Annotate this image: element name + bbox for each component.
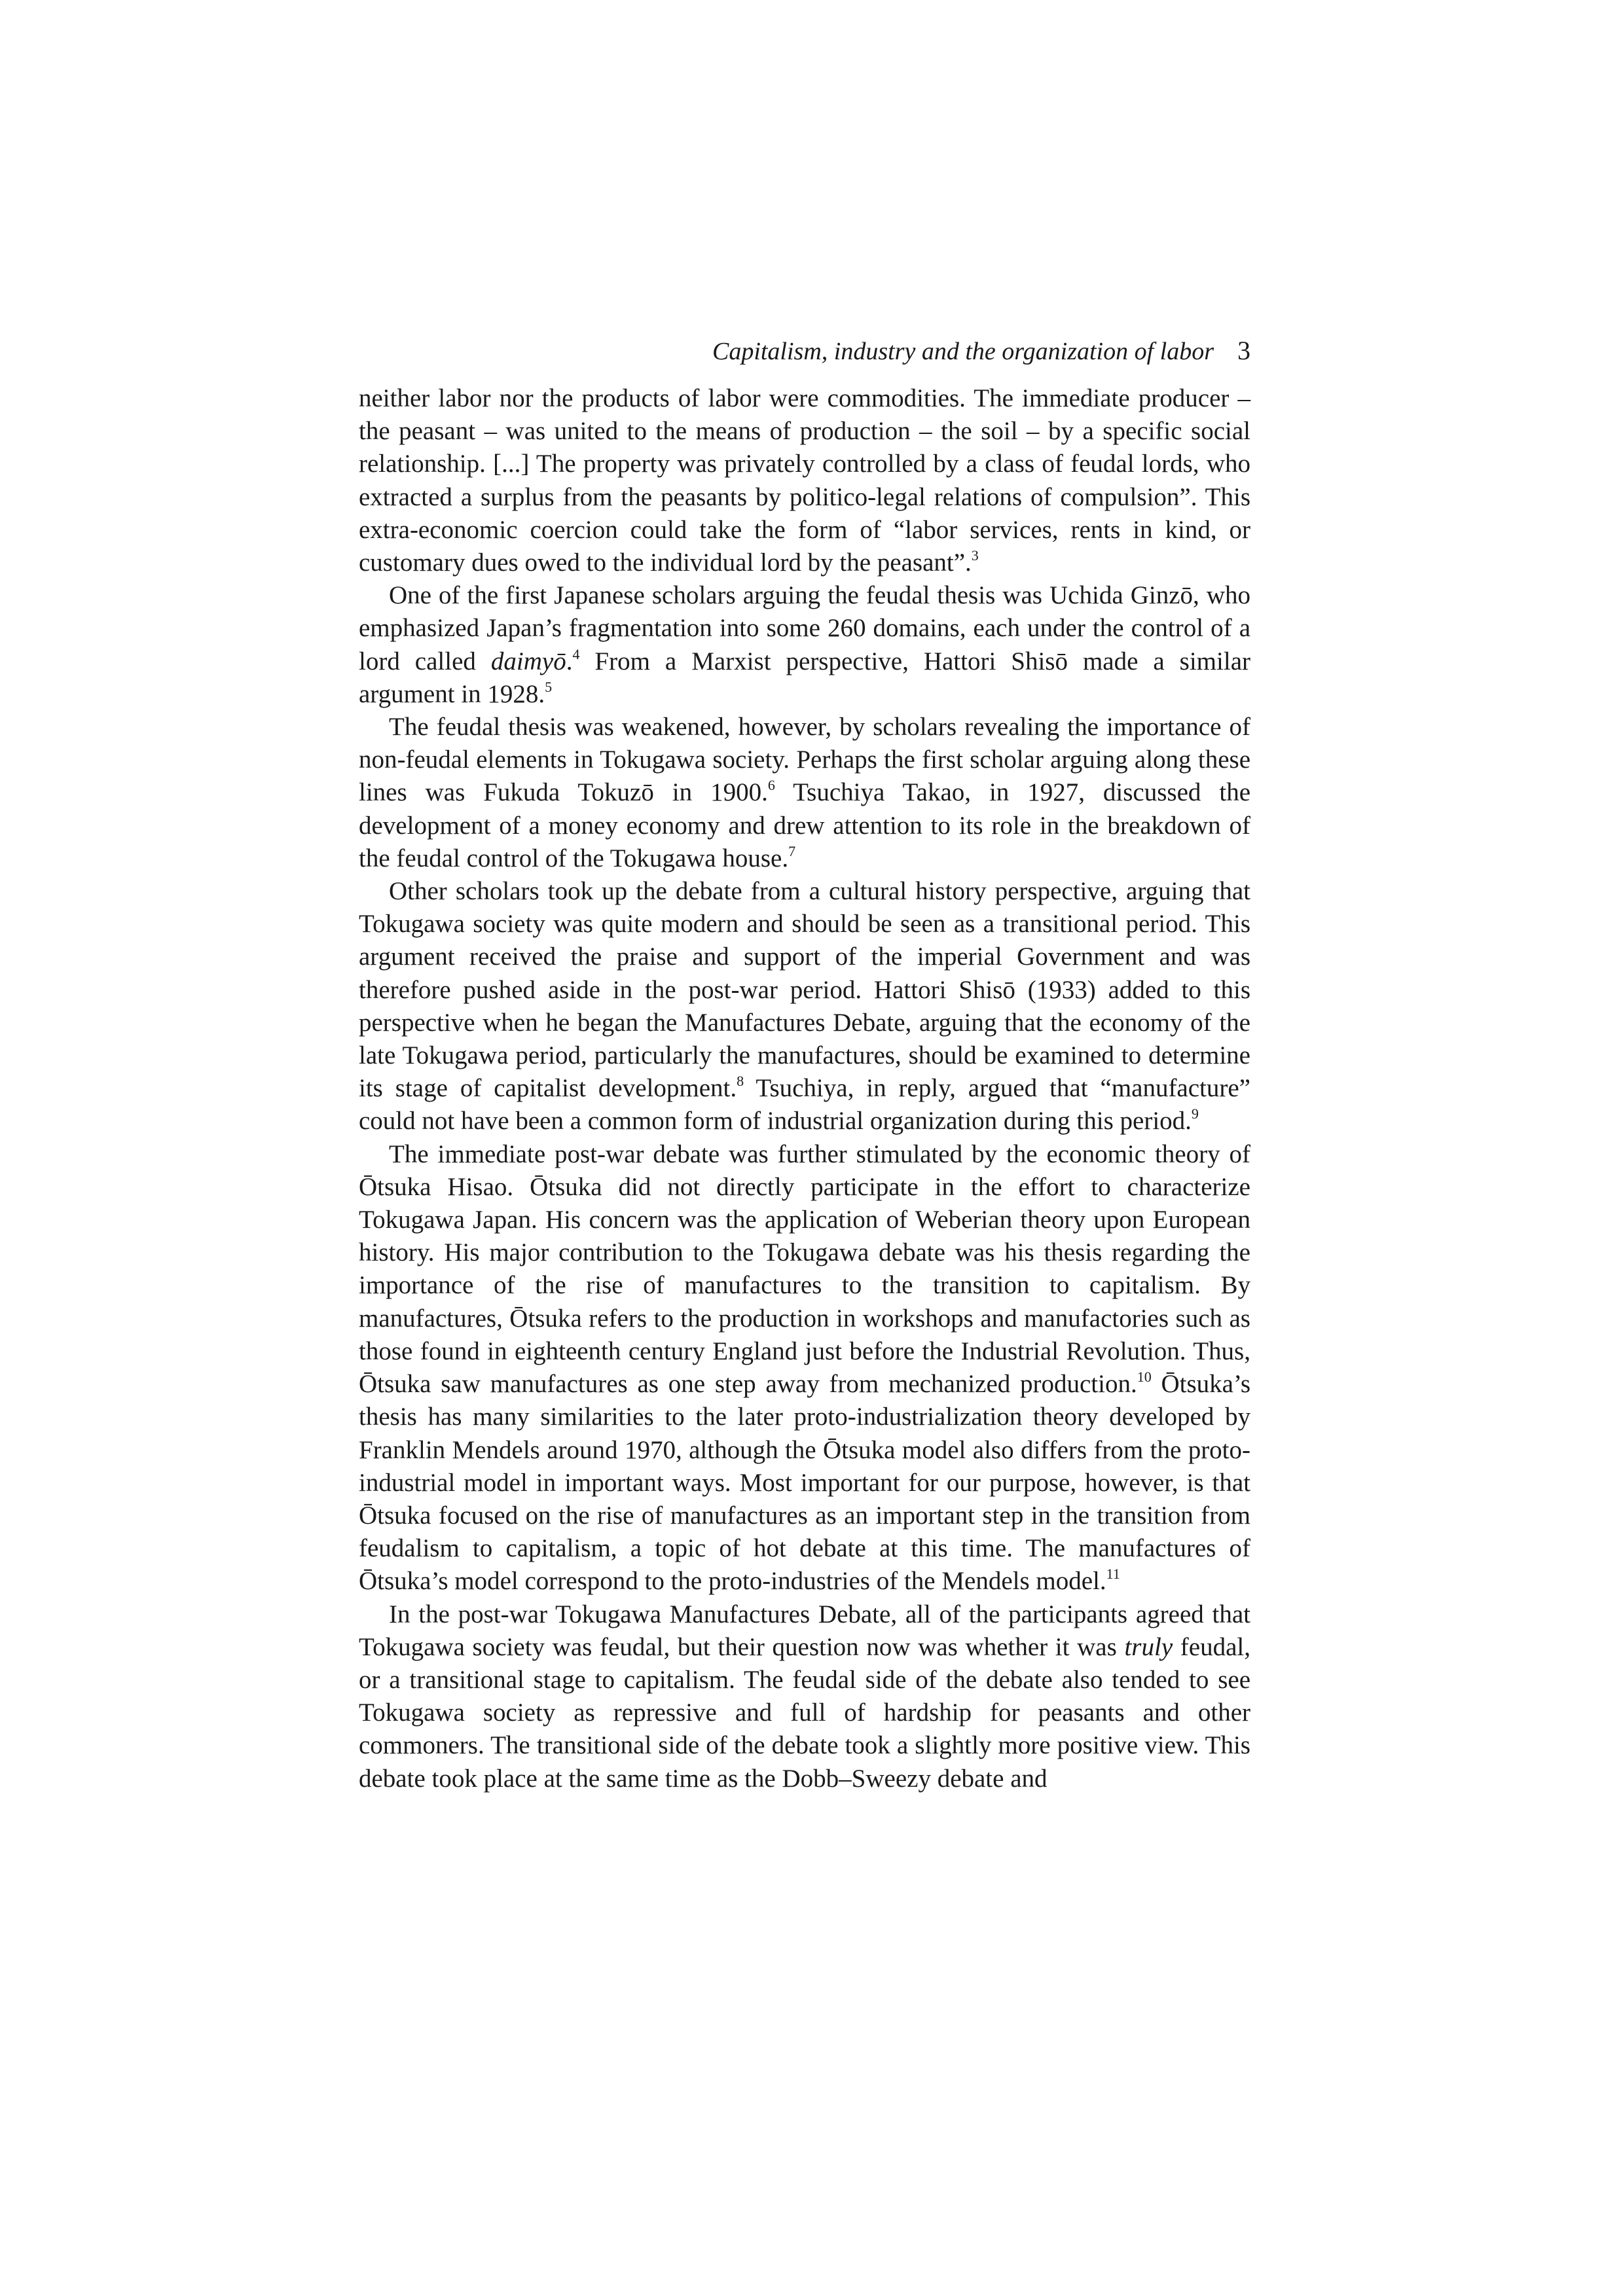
- running-head: [359, 335, 1250, 366]
- footnote-marker: 6: [767, 777, 775, 794]
- paragraph-text: Other scholars took up the debate from a cultural history perspective, arguing that Tokugawa society was quite modern and should be seen as a transitional period. This argument received the praise and support of the imperial Government and was therefore pushed aside in the post-war period. Hattori Shisō (1933) added to this perspective when he began the Manufactures Debate, arguing that the economy of the late Tokugawa period, particularly the manufactures, should be examined to determine its stage of capitalist development.: [359, 877, 1250, 1103]
- footnote-marker: 7: [788, 842, 796, 859]
- body-text: [359, 382, 1250, 1795]
- paragraph-text: From a Marxist perspective, Hattori Shisō made a similar argument in 1928.: [359, 647, 1250, 708]
- paragraph: [359, 875, 1250, 1138]
- running-head-title: Capitalism, industry and the organization of labor: [712, 338, 1214, 365]
- paragraph: [359, 1138, 1250, 1598]
- paragraph: [359, 1598, 1250, 1795]
- footnote-marker: 9: [1191, 1105, 1199, 1122]
- paragraph: [359, 711, 1250, 875]
- paragraph-text: Ōtsuka’s thesis has many similarities to the later proto-industrialization theory developed by Franklin Mendels around 1970, although the Ōtsuka model also differs from the proto-industrial model in important ways. Most important for our purpose, however, is that Ōtsuka focused on the rise of manufactures as an important step in the transition from feudalism to capitalism, a topic of hot debate at this time. The manufactures of Ōtsuka’s model correspond to the proto-industries of the Mendels model.: [359, 1370, 1250, 1596]
- paragraph-text: Tsuchiya, in reply, argued that “manufacture” could not have been a common form of industrial organization during this period.: [359, 1074, 1250, 1136]
- paragraph-text: feudal, or a transitional stage to capitalism. The feudal side of the debate also tended to see Tokugawa society as repressive and full of hardship for peasants and other commoners. The transitional side of the debate took a slightly more positive view. This debate took place at the same time as the Dobb–Sweezy debate and: [359, 1632, 1251, 1793]
- footnote-marker: 10: [1137, 1369, 1152, 1386]
- paragraph: [359, 382, 1250, 579]
- italic-term: truly: [1124, 1632, 1173, 1661]
- footnote-marker: 8: [737, 1073, 744, 1090]
- paragraph-text: In the post-war Tokugawa Manufactures Debate, all of the participants agreed that Tokugawa society was feudal, but their question now was whether it was: [359, 1600, 1250, 1661]
- footnote-marker: 3: [971, 547, 979, 564]
- footnote-marker: 11: [1106, 1566, 1120, 1583]
- page-number: 3: [1237, 336, 1250, 365]
- footnote-marker: 5: [545, 678, 553, 695]
- footnote-marker: 4: [572, 645, 580, 662]
- paragraph-text: One of the first Japanese scholars arguing the feudal thesis was Uchida Ginzō, who emphasized Japan’s fragmentation into some 260 domains, each under the control of a lord called: [359, 581, 1250, 675]
- italic-term: daimyō: [490, 647, 566, 675]
- paragraph: [359, 579, 1250, 711]
- paragraph-text: neither labor nor the products of labor were commodities. The immediate producer – the peasant – was united to the means of production – the soil – by a specific social relationship. [...] The property was privately controlled by a class of feudal lords, who extracted a surplus from the peasants by politico-legal relations of compulsion”. This extra-economic coercion could take the form of “labor services, rents in kind, or customary dues owed to the individual lord by the peasant”.: [359, 384, 1250, 577]
- paragraph-text: The feudal thesis was weakened, however, by scholars revealing the importance of non-feudal elements in Tokugawa society. Perhaps the first scholar arguing along these lines was Fukuda Tokuzō in 1900.: [359, 713, 1250, 807]
- paragraph-text: .: [566, 647, 573, 675]
- paragraph-text: The immediate post-war debate was further stimulated by the economic theory of Ōtsuka Hisao. Ōtsuka did not directly participate in the effort to characterize Tokugawa Japan. His concern was the application of Weberian theory upon European history. His major contribution to the Tokugawa debate was his thesis regarding the importance of the rise of manufactures to the transition to capitalism. By manufactures, Ōtsuka refers to the production in workshops and manufactories such as those found in eighteenth century England just before the Industrial Revolution. Thus, Ōtsuka saw manufactures as one step away from mechanized production.: [359, 1139, 1250, 1399]
- paragraph-text: Tsuchiya Takao, in 1927, discussed the development of a money economy and drew attention to its role in the breakdown of the feudal control of the Tokugawa house.: [359, 778, 1250, 872]
